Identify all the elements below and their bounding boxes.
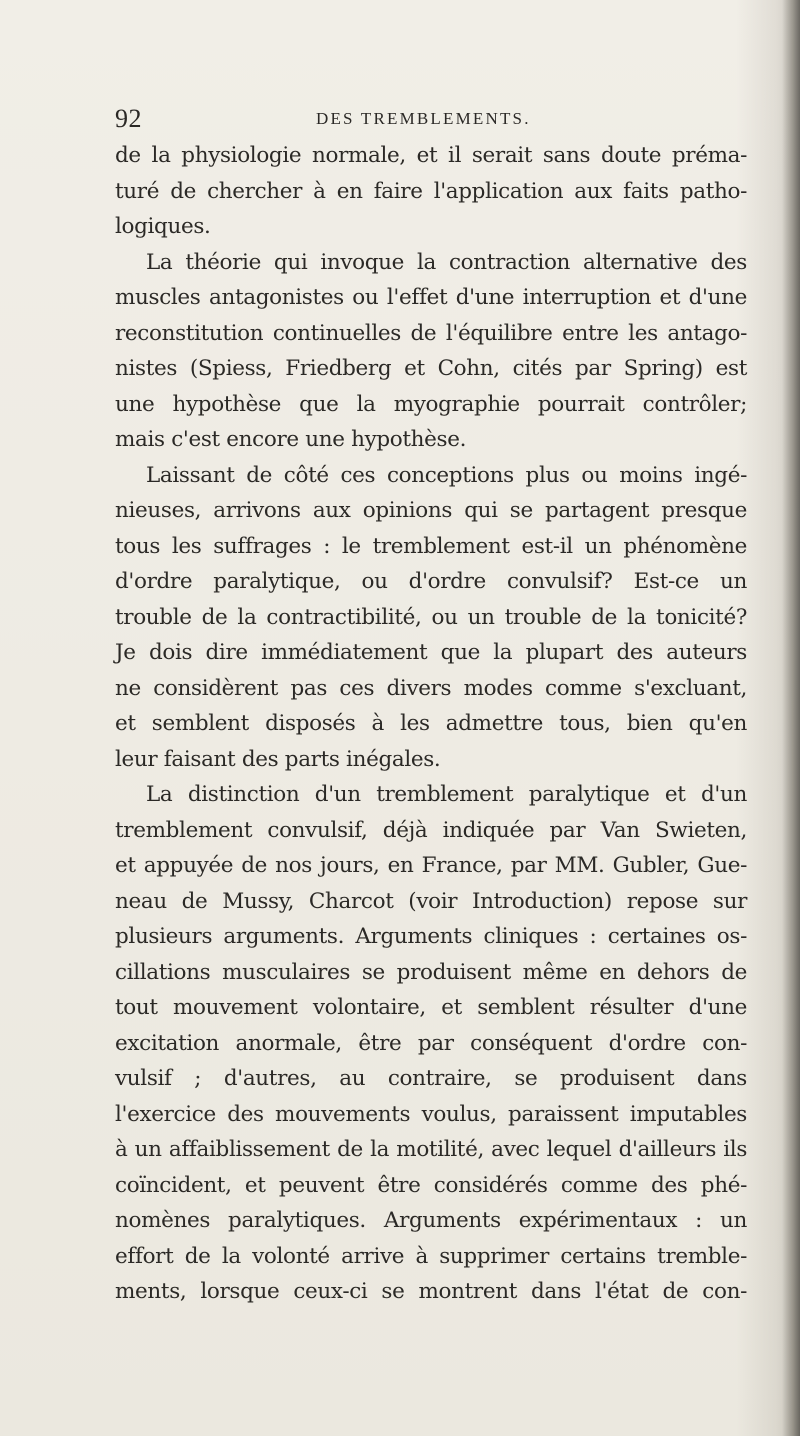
text-line: ne considèrent pas ces divers modes comme s'excluant, — [115, 675, 747, 701]
text-line: et appuyée de nos jours, en France, par MM. Gubler, Gue- — [115, 853, 747, 878]
text-line: et semblent disposés à les admettre tous, bien qu'en — [115, 711, 747, 736]
text-line: neau de Mussy, Charcot (voir Introduction) repose sur — [115, 888, 747, 914]
text-line: d'ordre paralytique, ou d'ordre convulsif? Est-ce un — [115, 569, 747, 594]
text-line: nomènes paralytiques. Arguments expérimentaux : un — [115, 1208, 747, 1233]
page-header — [115, 104, 745, 136]
text-line: turé de chercher à en faire l'application aux faits patho- — [115, 178, 747, 204]
text-line: nistes (Spiess, Friedberg et Cohn, cités par Spring) est — [115, 356, 747, 381]
text-line: ments, lorsque ceux-ci se montrent dans l'état de con- — [115, 1279, 747, 1304]
text-line: Je dois dire immédiatement que la plupart des auteurs — [115, 640, 747, 665]
text-line: de la physiologie normale, et il serait sans doute préma- — [115, 143, 747, 168]
text-line: logiques. — [115, 214, 211, 239]
page-binding-shadow — [782, 0, 800, 1436]
text-line: tout mouvement volontaire, et semblent résulter d'une — [115, 995, 747, 1020]
text-line: vulsif ; d'autres, au contraire, se produisent dans — [115, 1066, 747, 1091]
text-line: une hypothèse que la myographie pourrait contrôler; — [115, 391, 747, 417]
body-text — [115, 138, 747, 1310]
text-line: effort de la volonté arrive à supprimer certains tremble- — [115, 1243, 747, 1269]
page-number: 92 — [115, 104, 142, 133]
text-line: Laissant de côté ces conceptions plus ou moins ingé- — [146, 462, 747, 488]
text-line: La théorie qui invoque la contraction alternative des — [146, 249, 747, 275]
running-title: DES TREMBLEMENTS. — [316, 109, 531, 128]
text-line: plusieurs arguments. Arguments cliniques : certaines os- — [115, 924, 747, 949]
text-line: à un affaiblissement de la motilité, avec lequel d'ailleurs ils — [115, 1137, 747, 1162]
text-line: cillations musculaires se produisent même en dehors de — [115, 959, 747, 985]
text-line: trouble de la contractibilité, ou un trouble de la tonicité? — [115, 604, 747, 630]
text-line: muscles antagonistes ou l'effet d'une interruption et d'une — [115, 285, 747, 310]
text-line: mais c'est encore une hypothèse. — [115, 427, 467, 452]
text-line: excitation anormale, être par conséquent d'ordre con- — [115, 1030, 747, 1056]
text-line: nieuses, arrivons aux opinions qui se partagent presque — [115, 498, 747, 523]
text-line: tremblement convulsif, déjà indiquée par Van Swieten, — [115, 817, 747, 843]
text-line: l'exercice des mouvements voulus, paraissent imputables — [115, 1101, 747, 1127]
text-line: La distinction d'un tremblement paralytique et d'un — [146, 782, 747, 807]
text-line: tous les suffrages : le tremblement est-il un phénomène — [115, 533, 747, 559]
text-line: reconstitution continuelles de l'équilibre entre les antago- — [115, 320, 747, 346]
text-line: coïncident, et peuvent être considérés comme des phé- — [115, 1172, 747, 1198]
text-line: leur faisant des parts inégales. — [115, 746, 441, 772]
